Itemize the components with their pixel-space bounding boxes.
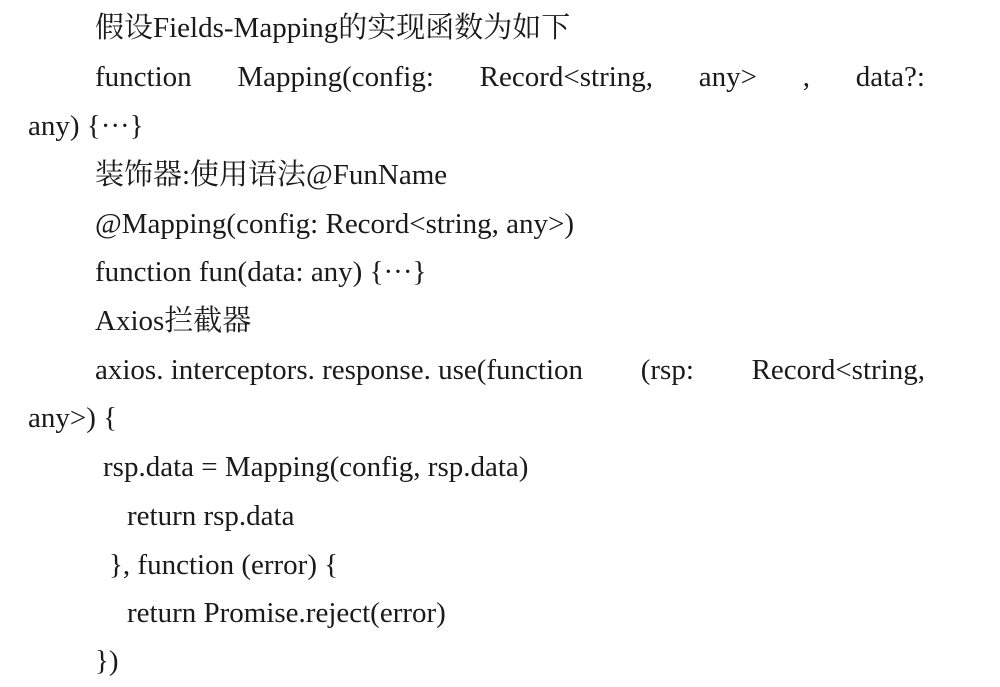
token-comma: ,: [802, 61, 810, 93]
token-any: any>: [698, 61, 758, 93]
token-record-string: Record<string,: [479, 61, 654, 93]
heading-decorator: 装饰器:使用语法@FunName: [95, 159, 448, 191]
token-rsp: (rsp:: [640, 354, 694, 386]
code-line-error-handler: }, function (error) {: [109, 549, 339, 581]
code-line-interceptor-use: [95, 350, 925, 390]
token-record-string-2: Record<string,: [751, 354, 925, 386]
code-line-return-reject: return Promise.reject(error): [127, 597, 446, 629]
code-line-decorator: @Mapping(config: Record<string, any>): [95, 208, 575, 240]
code-line-close: }): [95, 645, 119, 677]
code-line-interceptor-open: any>) {: [28, 402, 118, 434]
code-line-fun: function fun(data: any) {···}: [95, 256, 427, 288]
code-line-return-data: return rsp.data: [127, 500, 295, 532]
token-axios-use: axios. interceptors. response. use(function: [95, 354, 584, 386]
token-data: data?:: [855, 61, 925, 93]
code-line-mapping-signature: [95, 57, 925, 97]
heading-axios-interceptor: Axios拦截器: [95, 305, 252, 337]
token-mapping-config: Mapping(config:: [237, 61, 434, 93]
token-function: function: [95, 61, 192, 93]
code-line-rsp-assign: rsp.data = Mapping(config, rsp.data): [103, 451, 529, 483]
code-line-mapping-body: any) {···}: [28, 110, 144, 142]
heading-mapping-function: 假设Fields-Mapping的实现函数为如下: [95, 12, 571, 44]
